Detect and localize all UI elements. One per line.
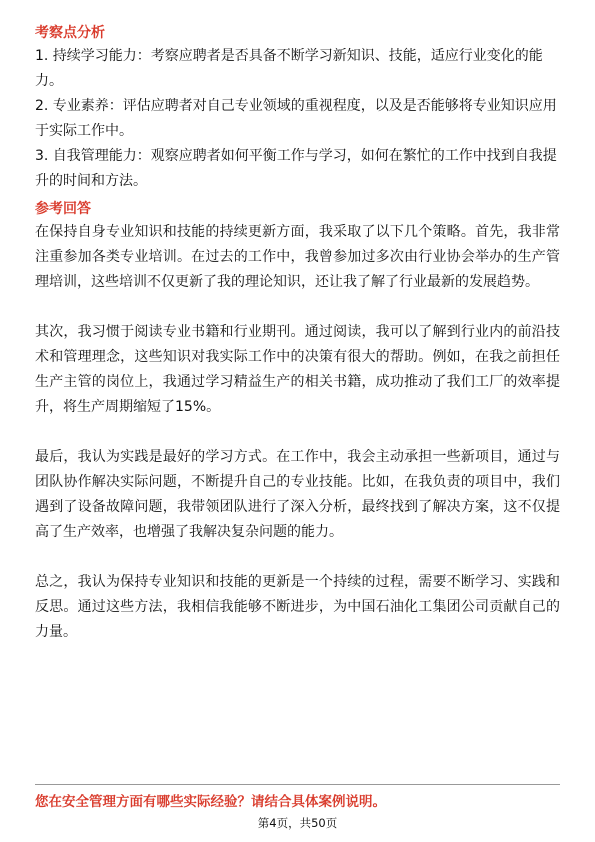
answer-heading: 参考回答 bbox=[35, 201, 91, 217]
analysis-item-2: 2. 专业素养：评估应聘者对自己专业领域的重视程度，以及是否能够将专业知识应用于实际工作中。 bbox=[35, 98, 557, 139]
analysis-item-3: 3. 自我管理能力：观察应聘者如何平衡工作与学习，如何在繁忙的工作中找到自我提升的时间和方法。 bbox=[35, 148, 557, 189]
analysis-item-1: 1. 持续学习能力：考察应聘者是否具备不断学习新知识、技能，适应行业变化的能力。 bbox=[35, 48, 543, 89]
page-number: 第4页，共50页 bbox=[257, 816, 338, 830]
footer-divider bbox=[35, 784, 560, 785]
analysis-heading: 考察点分析 bbox=[35, 25, 105, 41]
next-question: 您在安全管理方面有哪些实际经验？请结合具体案例说明。 bbox=[35, 794, 386, 810]
page-content bbox=[35, 22, 560, 645]
answer-paragraph-4: 总之，我认为保持专业知识和技能的更新是一个持续的过程，需要不断学习、实践和反思。通过这些方法，我相信我能够不断进步，为中国石油化工集团公司贡献自己的力量。 bbox=[35, 574, 560, 640]
answer-paragraph-1: 在保持自身专业知识和技能的持续更新方面，我采取了以下几个策略。首先，我非常注重参加各类专业培训。在过去的工作中，我曾参加过多次由行业协会举办的生产管理培训，这些培训不仅更新了我的理论知识，还让我了解了行业最新的发展趋势。 bbox=[35, 224, 560, 290]
answer-paragraph-3: 最后，我认为实践是最好的学习方式。在工作中，我会主动承担一些新项目，通过与团队协作解决实际问题，不断提升自己的专业技能。比如，在我负责的项目中，我们遇到了设备故障问题，我带领团队进行了深入分析，最终找到了解决方案，这不仅提高了生产效率，也增强了我解决复杂问题的能力。 bbox=[35, 449, 560, 540]
answer-paragraph-2: 其次，我习惯于阅读专业书籍和行业期刊。通过阅读，我可以了解到行业内的前沿技术和管理理念，这些知识对我实际工作中的决策有很大的帮助。例如，在我之前担任生产主管的岗位上，我通过学习精益生产的相关书籍，成功推动了我们工厂的效率提升，将生产周期缩短了15%。 bbox=[35, 324, 560, 415]
